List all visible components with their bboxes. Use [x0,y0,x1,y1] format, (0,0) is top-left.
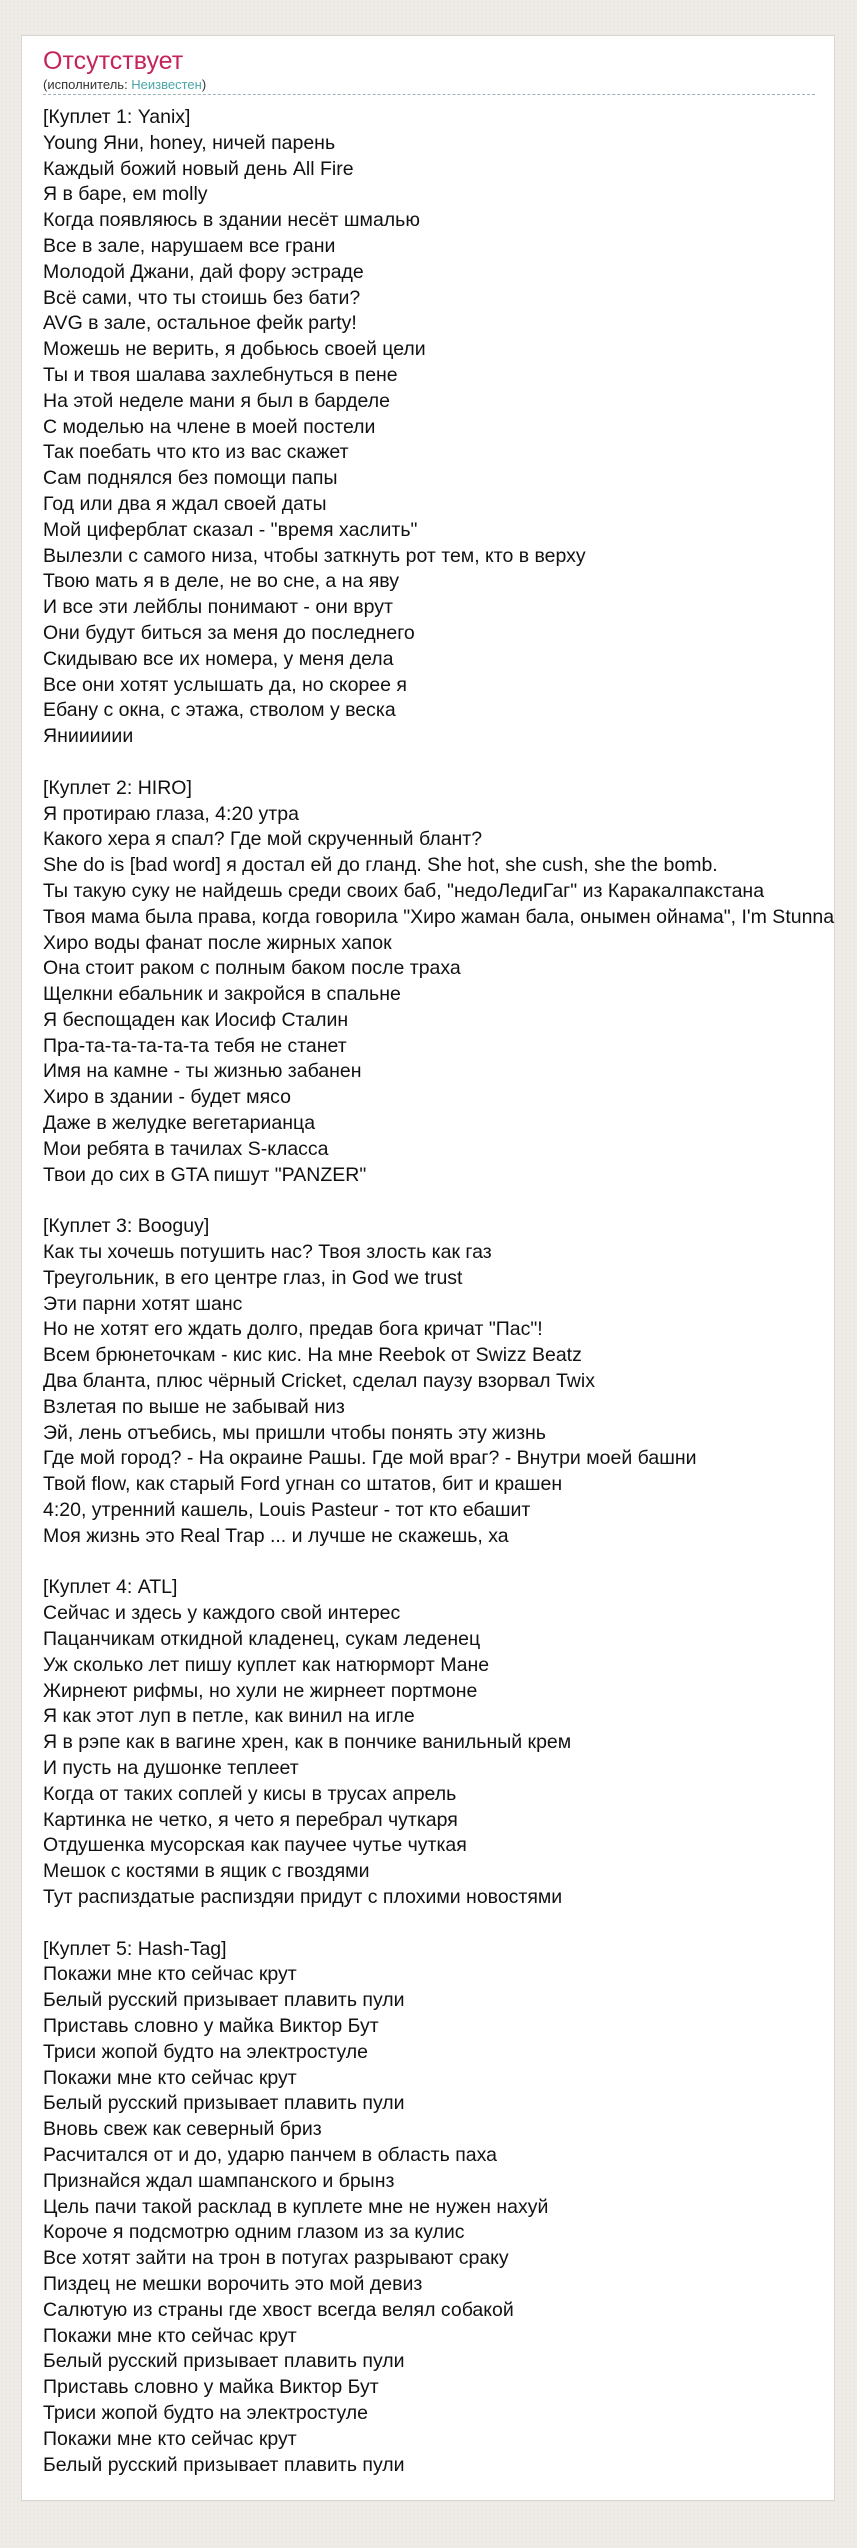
lyric-line: Покажи мне кто сейчас крут [43,2427,297,2450]
artist-line [43,77,206,93]
lyric-line: Приставь словно у майка Виктор Бут [43,2014,379,2037]
lyric-line: Белый русский призывает плавить пули [43,2453,405,2476]
lyric-line: Как ты хочешь потушить нас? Твоя злость как газ [43,1241,492,1264]
lyric-line: И пусть на душонке теплеет [43,1757,299,1779]
lyric-line: Можешь не верить, я добьюсь своей цели [43,338,426,361]
artist-prefix: (исполнитель: [43,77,132,92]
verse-header: [Куплет 3: Booguy] [43,1215,210,1238]
lyric-line: На этой неделе мани я был в барделе [43,389,390,412]
lyric-line: Триси жопой будто на электростуле [43,2401,369,2424]
song-title: Отсутствует [43,47,184,75]
lyric-line: Твой flow, как старый Ford угнан со штатов, бит и крашен [43,1473,563,1496]
lyric-line: Белый русский призывает плавить пули [43,2092,405,2115]
lyric-line: Жирнеют рифмы, но хули не жирнеет портмоне [43,1679,478,1702]
lyric-line: Щелкни ебальник и закройся в спальне [43,983,401,1006]
verse [43,776,834,1215]
blank-line [43,750,834,776]
lyric-line: Твою мать я в деле, не во сне, а на яву [43,570,399,593]
lyric-line: С моделью на члене в моей постели [43,415,376,438]
blank-line [43,1911,834,1937]
lyric-line: И все эти лейблы понимают - они врут [43,596,393,619]
lyric-line: Покажи мне кто сейчас крут [43,2324,297,2347]
lyric-line: Каждый божий новый день All Fire [43,157,354,180]
lyric-line: Два бланта, плюс чёрный Cricket, сделал паузу взорвал Twix [43,1370,595,1393]
lyric-line: Хиро воды фанат после жирных хапок [43,931,392,954]
lyric-line: Все хотят зайти на трон в потугах разрывают сраку [43,2247,509,2270]
lyric-line: Цель пачи такой расклад в куплете мне не нужен нахуй [43,2195,549,2218]
lyric-line: Я как этот луп в петле, как винил на игле [43,1705,415,1728]
lyric-line: Так поебать что кто из вас скажет [43,441,349,464]
lyrics-text [43,105,834,2478]
lyric-line: Мой циферблат сказал - "время хаслить" [43,518,418,541]
artist-link[interactable]: Неизвестен [131,77,202,92]
lyric-line: Твоя мама была права, когда говорила "Хиро жаман бала, онымен ойнама", I'm Stunna [43,905,835,928]
lyric-line: Они будут биться за меня до последнего [43,621,415,644]
lyric-line: Всё сами, что ты стоишь без бати? [43,286,361,309]
divider [43,94,815,95]
lyric-line: Моя жизнь это Real Trap ... и лучше не скажешь, ха [43,1524,509,1547]
blank-line [43,1188,834,1214]
lyric-line: Вылезли с самого низа, чтобы заткнуть рот тем, кто в верху [43,544,586,567]
lyric-line: Мешок с костями в ящик с гвоздями [43,1860,370,1883]
blank-line [43,1550,834,1576]
lyric-line: Покажи мне кто сейчас крут [43,2066,297,2089]
verse [43,105,834,776]
lyric-line: Сейчас и здесь у каждого свой интерес [43,1602,401,1625]
lyric-line: Я в рэпе как в вагине хрен, как в пончике ванильный крем [43,1731,572,1754]
lyric-line: Имя на камне - ты жизнью забанен [43,1060,362,1083]
lyric-line: Скидываю все их номера, у меня дела [43,647,394,670]
verse [43,1575,834,1936]
lyric-line: Пиздец не мешки ворочить это мой девиз [43,2272,423,2295]
lyric-line: Ебану с окна, с этажа, стволом у веска [43,699,396,722]
verse-header: [Куплет 5: Hash-Tag] [43,1937,227,1960]
verse-header: [Куплет 2: HIRO] [43,776,192,799]
lyric-line: Пацанчикам откидной кладенец, сукам леденец [43,1628,481,1651]
lyric-line: Твои до сих в GTA пишут "PANZER" [43,1163,367,1186]
artist-suffix: ) [201,77,207,92]
lyric-line: Расчитался от и до, ударю панчем в область паха [43,2143,497,2166]
lyric-line: Все в зале, нарушаем все грани [43,234,336,257]
verse [43,1937,834,2479]
lyric-line: Young Яни, honey, ничей парень [43,131,336,154]
lyrics-card [21,35,835,2501]
lyric-line: Молодой Джани, дай фору эстраде [43,260,364,283]
verse [43,1214,834,1575]
lyric-line: Отдушенка мусорская как паучее чутье чуткая [43,1834,467,1857]
lyric-line: Короче я подсмотрю одним глазом из за кулис [43,2221,465,2244]
lyric-line: Какого хера я спал? Где мой скрученный блант? [43,828,483,851]
verse-header: [Куплет 1: Yanix] [43,106,191,128]
lyric-line: Мои ребята в тачилах S-класса [43,1137,329,1160]
lyric-line: Я в баре, ем molly [43,183,208,206]
lyric-line: Покажи мне кто сейчас крут [43,1963,297,1986]
lyric-line: Уж сколько лет пишу куплет как натюрморт Мане [43,1653,490,1676]
lyric-line: Даже в желудке вегетарианца [43,1112,316,1135]
lyric-line: Но не хотят его ждать долго, предав бога кричат "Пас"! [43,1318,543,1341]
lyric-line: Когда появляюсь в здании несёт шмалью [43,209,420,232]
lyric-line: Я беспощаден как Иосиф Сталин [43,1008,349,1031]
lyric-line: Приставь словно у майка Виктор Бут [43,2376,379,2399]
lyric-line: Тут распиздатые распиздяи придут с плохими новостями [43,1885,563,1908]
lyric-line: Год или два я ждал своей даты [43,492,327,515]
lyric-line: She do is [bad word] я достал ей до гланд. She hot, she cush, she the bomb. [43,854,718,877]
lyric-line: Пра-та-та-та-та-та тебя не станет [43,1034,347,1057]
lyric-line: Эй, лень отъебись, мы пришли чтобы понять эту жизнь [43,1421,546,1444]
lyric-line: Она стоит раком с полным баком после траха [43,957,461,980]
lyric-line: Треугольник, в его центре глаз, in God we trust [43,1266,463,1289]
lyric-line: Белый русский призывает плавить пули [43,1989,405,2012]
lyric-line: Вновь свеж как северный бриз [43,2118,322,2141]
lyric-line: Триси жопой будто на электростуле [43,2040,369,2063]
lyric-line: Всем брюнеточкам - кис кис. На мне Reebok от Swizz Beatz [43,1344,582,1367]
lyric-line: Ты и твоя шалава захлебнуться в пене [43,363,398,386]
lyric-line: Хиро в здании - будет мясо [43,1086,291,1109]
lyric-line: Взлетая по выше не забывай низ [43,1395,345,1418]
lyric-line: Эти парни хотят шанс [43,1292,243,1315]
lyric-line: Я протираю глаза, 4:20 утра [43,802,299,825]
lyric-line: Сам поднялся без помощи папы [43,467,338,490]
verse-header: [Куплет 4: ATL] [43,1576,178,1599]
lyric-line: Картинка не четко, я чето я перебрал чуткаря [43,1808,458,1831]
lyric-line: Янииииии [43,725,134,748]
lyric-line: AVG в зале, остальное фейк party! [43,312,357,335]
lyric-line: Признайся ждал шампанского и брынз [43,2169,395,2192]
lyric-line: Где мой город? - На окраине Рашы. Где мой враг? - Внутри моей башни [43,1447,697,1470]
lyric-line: Салютую из страны где хвост всегда велял собакой [43,2298,514,2321]
lyric-line: 4:20, утренний кашель, Louis Pasteur - тот кто ебашит [43,1499,531,1522]
lyric-line: Когда от таких соплей у кисы в трусах апрель [43,1782,457,1805]
lyric-line: Все они хотят услышать да, но скорее я [43,673,407,696]
lyric-line: Ты такую суку не найдешь среди своих баб, "недоЛедиГаг" из Каракалпакстана [43,879,765,902]
lyric-line: Белый русский призывает плавить пули [43,2350,405,2373]
